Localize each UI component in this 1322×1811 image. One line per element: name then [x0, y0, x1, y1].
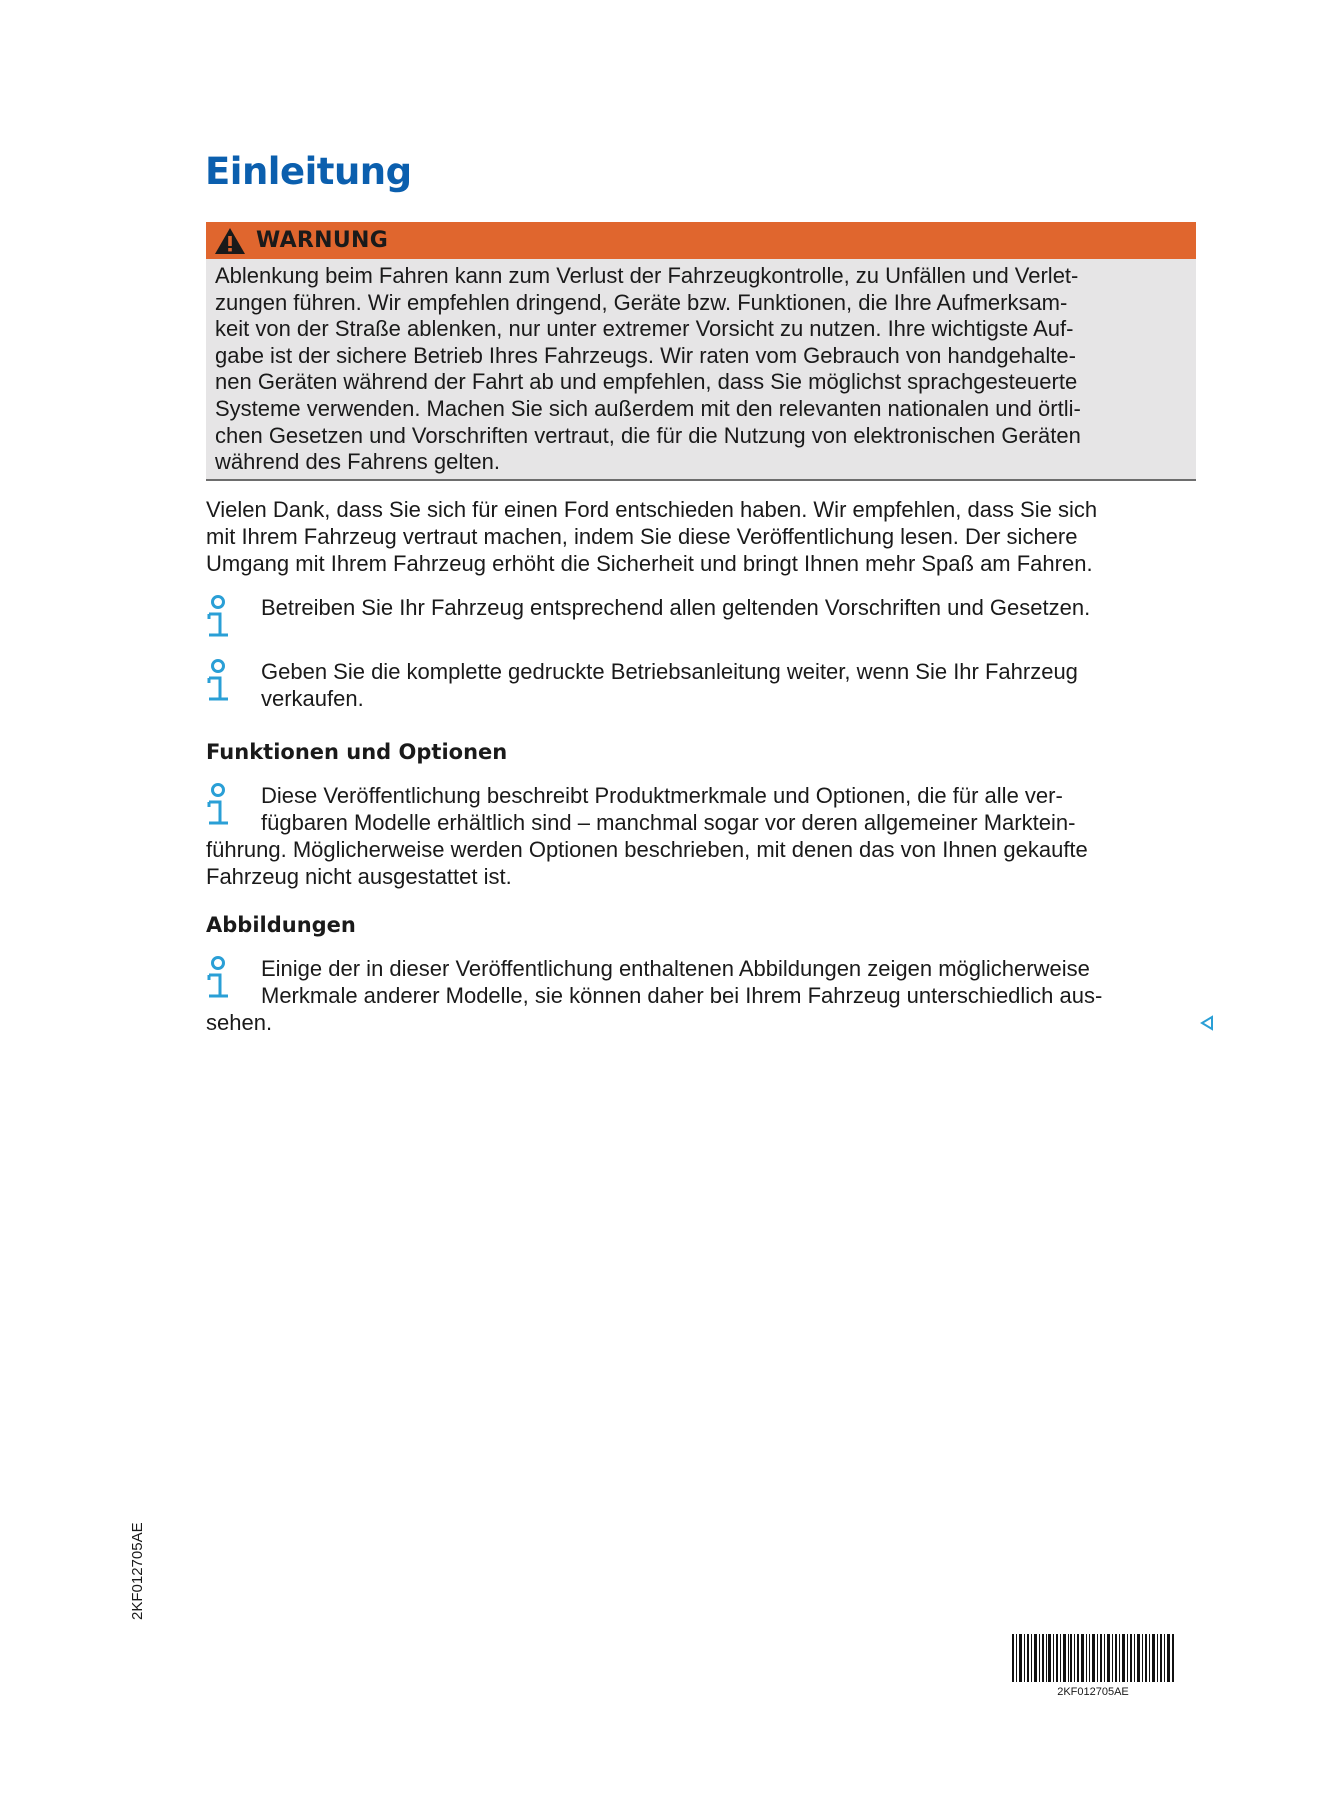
intro-paragraph: Vielen Dank, dass Sie sich für einen Ford entschieden haben. Wir empfehlen, dass Sie sich mit Ihrem Fahrzeug vertraut machen, indem Sie diese Veröffentlichung lesen. Der sichere Umgang mit Ihrem Fahrzeug erhöht die Sicherheit und bringt Ihnen mehr Spaß am Fahren.	[206, 497, 1098, 576]
note-text-line: fügbaren Modelle erhältlich sind – manchmal sogar vor deren allgemeiner Marktein-	[261, 810, 1076, 835]
warning-triangle-icon	[214, 227, 246, 255]
warning-box	[206, 222, 1196, 481]
note-text: Betreiben Sie Ihr Fahrzeug entsprechend allen geltenden Vorschriften und Gesetzen.	[261, 595, 1091, 620]
warning-text: Ablenkung beim Fahren kann zum Verlust der Fahrzeugkontrolle, zu Unfällen und Verlet- zungen führen. Wir empfehlen dringend, Geräte bzw. Funktionen, die Ihre Aufmerksam- keit von der Straße ablenken, nur unter extremer Vorsicht zu nutzen. Ihre wichtigste Auf- gabe ist der sichere Betrieb Ihres Fahrzeugs. Wir raten vom Gebrauch von handgehalte- nen Geräten während der Fahrt ab und empfehlen, dass Sie möglichst sprachgesteuerte Systeme verwenden. Machen Sie sich außerdem mit den relevanten nationalen und örtli- chen Gesetzen und Vorschriften vertraut, die für die Nutzung von elektronischen Geräten während des Fahrens gelten.	[206, 259, 1196, 481]
side-document-code: 2KF012705AE	[129, 1522, 146, 1620]
page-title: Einleitung	[205, 150, 412, 193]
info-icon	[206, 956, 232, 1002]
note-item	[206, 658, 1196, 712]
barcode	[1012, 1634, 1174, 1682]
note-text-line: Geben Sie die komplette gedruckte Betriebsanleitung weiter, wenn Sie Ihr Fahrzeug	[261, 659, 1078, 684]
warning-label: WARNUNG	[256, 228, 389, 253]
note-text-rest: führung. Möglicherweise werden Optionen beschrieben, mit denen das von Ihnen gekaufte Fahrzeug nicht ausgestattet ist.	[206, 837, 1088, 889]
note-text-line: Einige der in dieser Veröffentlichung enthaltenen Abbildungen zeigen möglicherweise	[261, 956, 1090, 981]
note-text-line: Merkmale anderer Modelle, sie können daher bei Ihrem Fahrzeug unterschiedlich aus-	[261, 983, 1103, 1008]
info-icon	[206, 595, 232, 641]
info-icon	[206, 783, 232, 829]
warning-header	[206, 222, 1196, 259]
section-heading-illustrations: Abbildungen	[206, 913, 356, 937]
note-text-line: Diese Veröffentlichung beschreibt Produktmerkmale und Optionen, die für alle ver-	[261, 783, 1063, 808]
note-text-line: verkaufen.	[261, 686, 364, 711]
barcode-label: 2KF012705AE	[1057, 1686, 1129, 1698]
section-heading-features: Funktionen und Optionen	[206, 740, 508, 764]
note-item	[206, 594, 1196, 621]
info-icon	[206, 659, 232, 705]
note-item	[206, 955, 1196, 1036]
note-item	[206, 782, 1196, 890]
note-text-rest: sehen.	[206, 1010, 273, 1035]
end-of-section-triangle-icon	[1200, 1015, 1214, 1031]
